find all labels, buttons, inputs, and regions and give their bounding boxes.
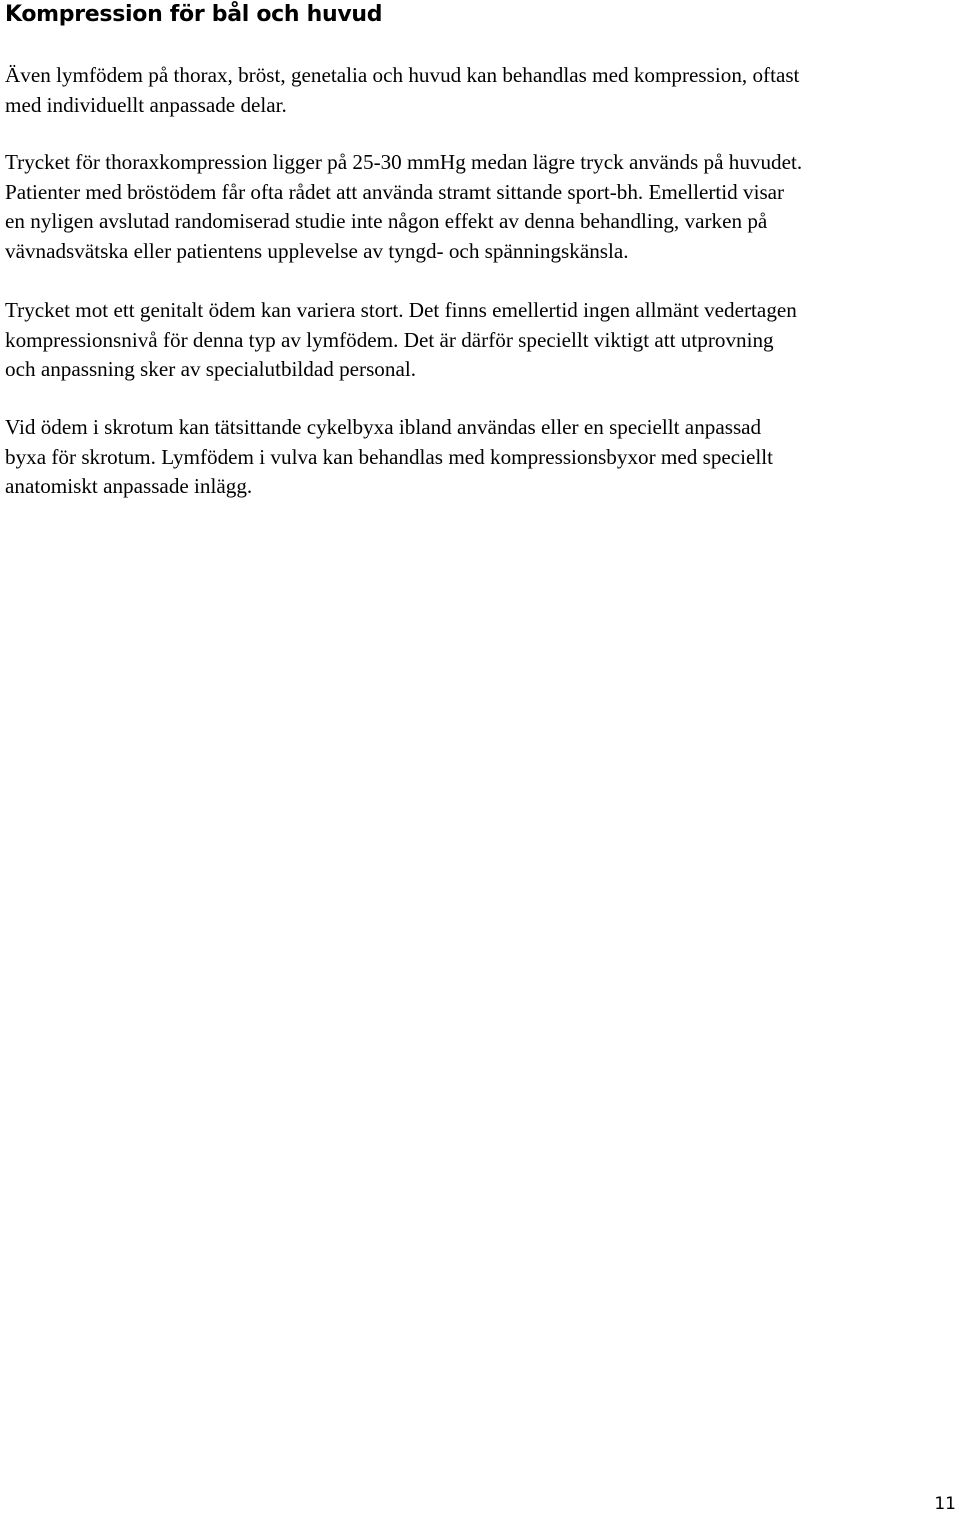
paragraph-line: kompressionsnivå för denna typ av lymfödem. Det är därför speciellt viktigt att utprovning — [5, 327, 774, 352]
paragraph-line: Även lymfödem på thorax, bröst, genetalia och huvud kan behandlas med kompression, oftast — [5, 63, 800, 87]
paragraph-line: Trycket mot ett genitalt ödem kan variera stort. Det finns emellertid ingen allmänt vedertagen — [5, 298, 797, 322]
paragraph-line: anatomiskt anpassade inlägg. — [5, 474, 253, 499]
section-heading: Kompression för bål och huvud — [5, 2, 383, 27]
paragraph-line: och anpassning sker av specialutbildad personal. — [5, 357, 417, 382]
paragraph-line: med individuellt anpassade delar. — [5, 92, 287, 117]
paragraph-line: byxa för skrotum. Lymfödem i vulva kan behandlas med kompressionsbyxor med speciellt — [5, 444, 774, 469]
paragraph-line: en nyligen avslutad randomiserad studie inte någon effekt av denna behandling, varken på — [5, 209, 768, 234]
page-number: 11 — [934, 1494, 956, 1514]
paragraph-line: Trycket för thoraxkompression ligger på 25-30 mmHg medan lägre tryck används på huvudet. — [5, 150, 803, 174]
paragraph-line: Vid ödem i skrotum kan tätsittande cykelbyxa ibland användas eller en speciellt anpassad — [5, 415, 762, 439]
paragraph-2 — [5, 148, 957, 266]
paragraph-4 — [5, 413, 957, 502]
paragraph-3 — [5, 296, 957, 385]
paragraph-line: Patienter med bröstödem får ofta rådet att använda stramt sittande sport-bh. Emellertid visar — [5, 179, 785, 204]
paragraph-1 — [5, 61, 957, 120]
paragraph-line: vävnadsvätska eller patientens upplevelse av tyngd- och spänningskänsla. — [5, 238, 629, 263]
